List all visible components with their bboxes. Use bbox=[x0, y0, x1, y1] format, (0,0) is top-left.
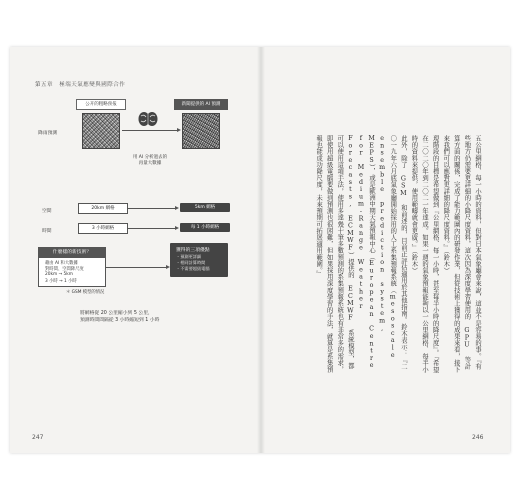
space-label: 空間 bbox=[42, 209, 52, 214]
new-tech-line4: 3 小時 → 1 小時 bbox=[45, 279, 77, 284]
figure-caption-line1: 將網格從 20 公里縮小到 5 公里， bbox=[80, 311, 153, 316]
time-label: 時間 bbox=[42, 229, 52, 234]
time-to: 每 1 小時網格 bbox=[180, 223, 230, 232]
paragraph-2: 現階段的目標是希望做到『公里網格、每一小時，甚至每半小時的降尺度』。『希望在二〇二〇年到二〇二一年達成。如果一週的氣象預報能夠以一公里網格、每半小時的資料來提供，使用範疇就會更廣。』（鈴木） bbox=[410, 135, 439, 373]
time-from: 3 小時網格 bbox=[78, 223, 128, 234]
new-tech-title: 什麼樣的新技術？ bbox=[39, 248, 105, 258]
arrow-time-head bbox=[175, 226, 179, 230]
benefit-3: ・不需要超級電腦 bbox=[176, 266, 210, 271]
arrow-benefits-head bbox=[166, 265, 170, 269]
downscaling-diagram bbox=[38, 99, 250, 299]
arrow-space bbox=[128, 208, 176, 209]
label-coarse-forecast: 公开的粗略预报 bbox=[76, 99, 126, 110]
benefits-box bbox=[170, 243, 228, 277]
label-ai-forecast: 新聞提供的 AI 預測 bbox=[174, 99, 228, 110]
folio-left: 247 bbox=[32, 434, 44, 441]
brain-icon bbox=[138, 111, 158, 127]
new-tech-box bbox=[38, 247, 106, 287]
book-gutter bbox=[257, 47, 265, 453]
chapter-title: 極端天氣應變與國際合作 bbox=[59, 82, 126, 88]
new-tech-line3: 20km → 5km bbox=[45, 272, 73, 277]
brain-caption-line2: 再量大數據 bbox=[138, 161, 162, 166]
benefits-title: 獲得的三項優點 bbox=[176, 248, 210, 253]
arrow-rain bbox=[122, 130, 178, 131]
book-spread bbox=[10, 47, 510, 453]
arrow-space-head bbox=[175, 206, 179, 210]
body-text bbox=[272, 135, 482, 375]
coarse-rain-map bbox=[82, 113, 120, 149]
paragraph-3: 此外，除了 GSM 和前述的，目前正評估適用於其他指南。鈴木表示：『二〇一九年六月底氣象廳開始採用的人工系集預報系統（mesoscale ensemble prediction system, MEPS），或是歐洲中期天氣預報中心（European Centre for Medium-Range Weather Forecasts, ECMWF）提供的 ECMWF 系統模型，都可以使用這項手法，使用多達幾十筆多數預測的系集預報系統也有非常多的需求，即使用超級電腦要做到預測也很困難，但如果採用深度學習的手法，就算是系集預報也能成功降尺度，未來預期可拓展適用範圍。』 bbox=[315, 135, 407, 373]
brain-caption bbox=[126, 155, 174, 167]
figure-caption-line2: 預測時間間隔從 3 小時縮短到 1 小時 bbox=[80, 318, 160, 323]
figure-caption bbox=[80, 310, 230, 324]
arrow-time bbox=[128, 228, 176, 229]
fine-rain-map bbox=[182, 113, 220, 149]
new-tech-line1: 藉由 AI 和大數據 bbox=[45, 261, 78, 266]
benefit-1: ・預測更詳細 bbox=[176, 254, 202, 259]
running-header bbox=[35, 80, 125, 88]
brain-caption-line1: 用 AI 分析過去的 bbox=[132, 155, 168, 160]
benefit-2: ・相同計算時間 bbox=[176, 260, 206, 265]
space-to: 5km 網格 bbox=[180, 203, 230, 212]
arrow-rain-head bbox=[177, 128, 181, 132]
paragraph-1: 五公里網格、每一小時的資料，但對日本氣象廳會來說，這並不是容易的事。『有些地方仍需要更詳細的小降尺度資料，這次因為深度學習使用的 GPU 等計算方面的關係，完成了能力範圍內的研發作業，但從技術上獲得的成果來看，接下來我們可以應對更詳細的降尺度資料。』（鈴木） bbox=[442, 135, 481, 373]
folio-right: 246 bbox=[472, 434, 484, 441]
new-tech-line2: 對時間、空間降尺度 bbox=[45, 267, 84, 272]
arrow-benefits bbox=[106, 267, 168, 268]
rain-forecast-label: 降雨預測 bbox=[38, 131, 58, 136]
chapter-number: 第五章 bbox=[35, 82, 54, 88]
diagram-footnote: ＊ GSM 模型的情況 bbox=[66, 290, 105, 295]
space-from: 20km 網格 bbox=[78, 203, 128, 214]
